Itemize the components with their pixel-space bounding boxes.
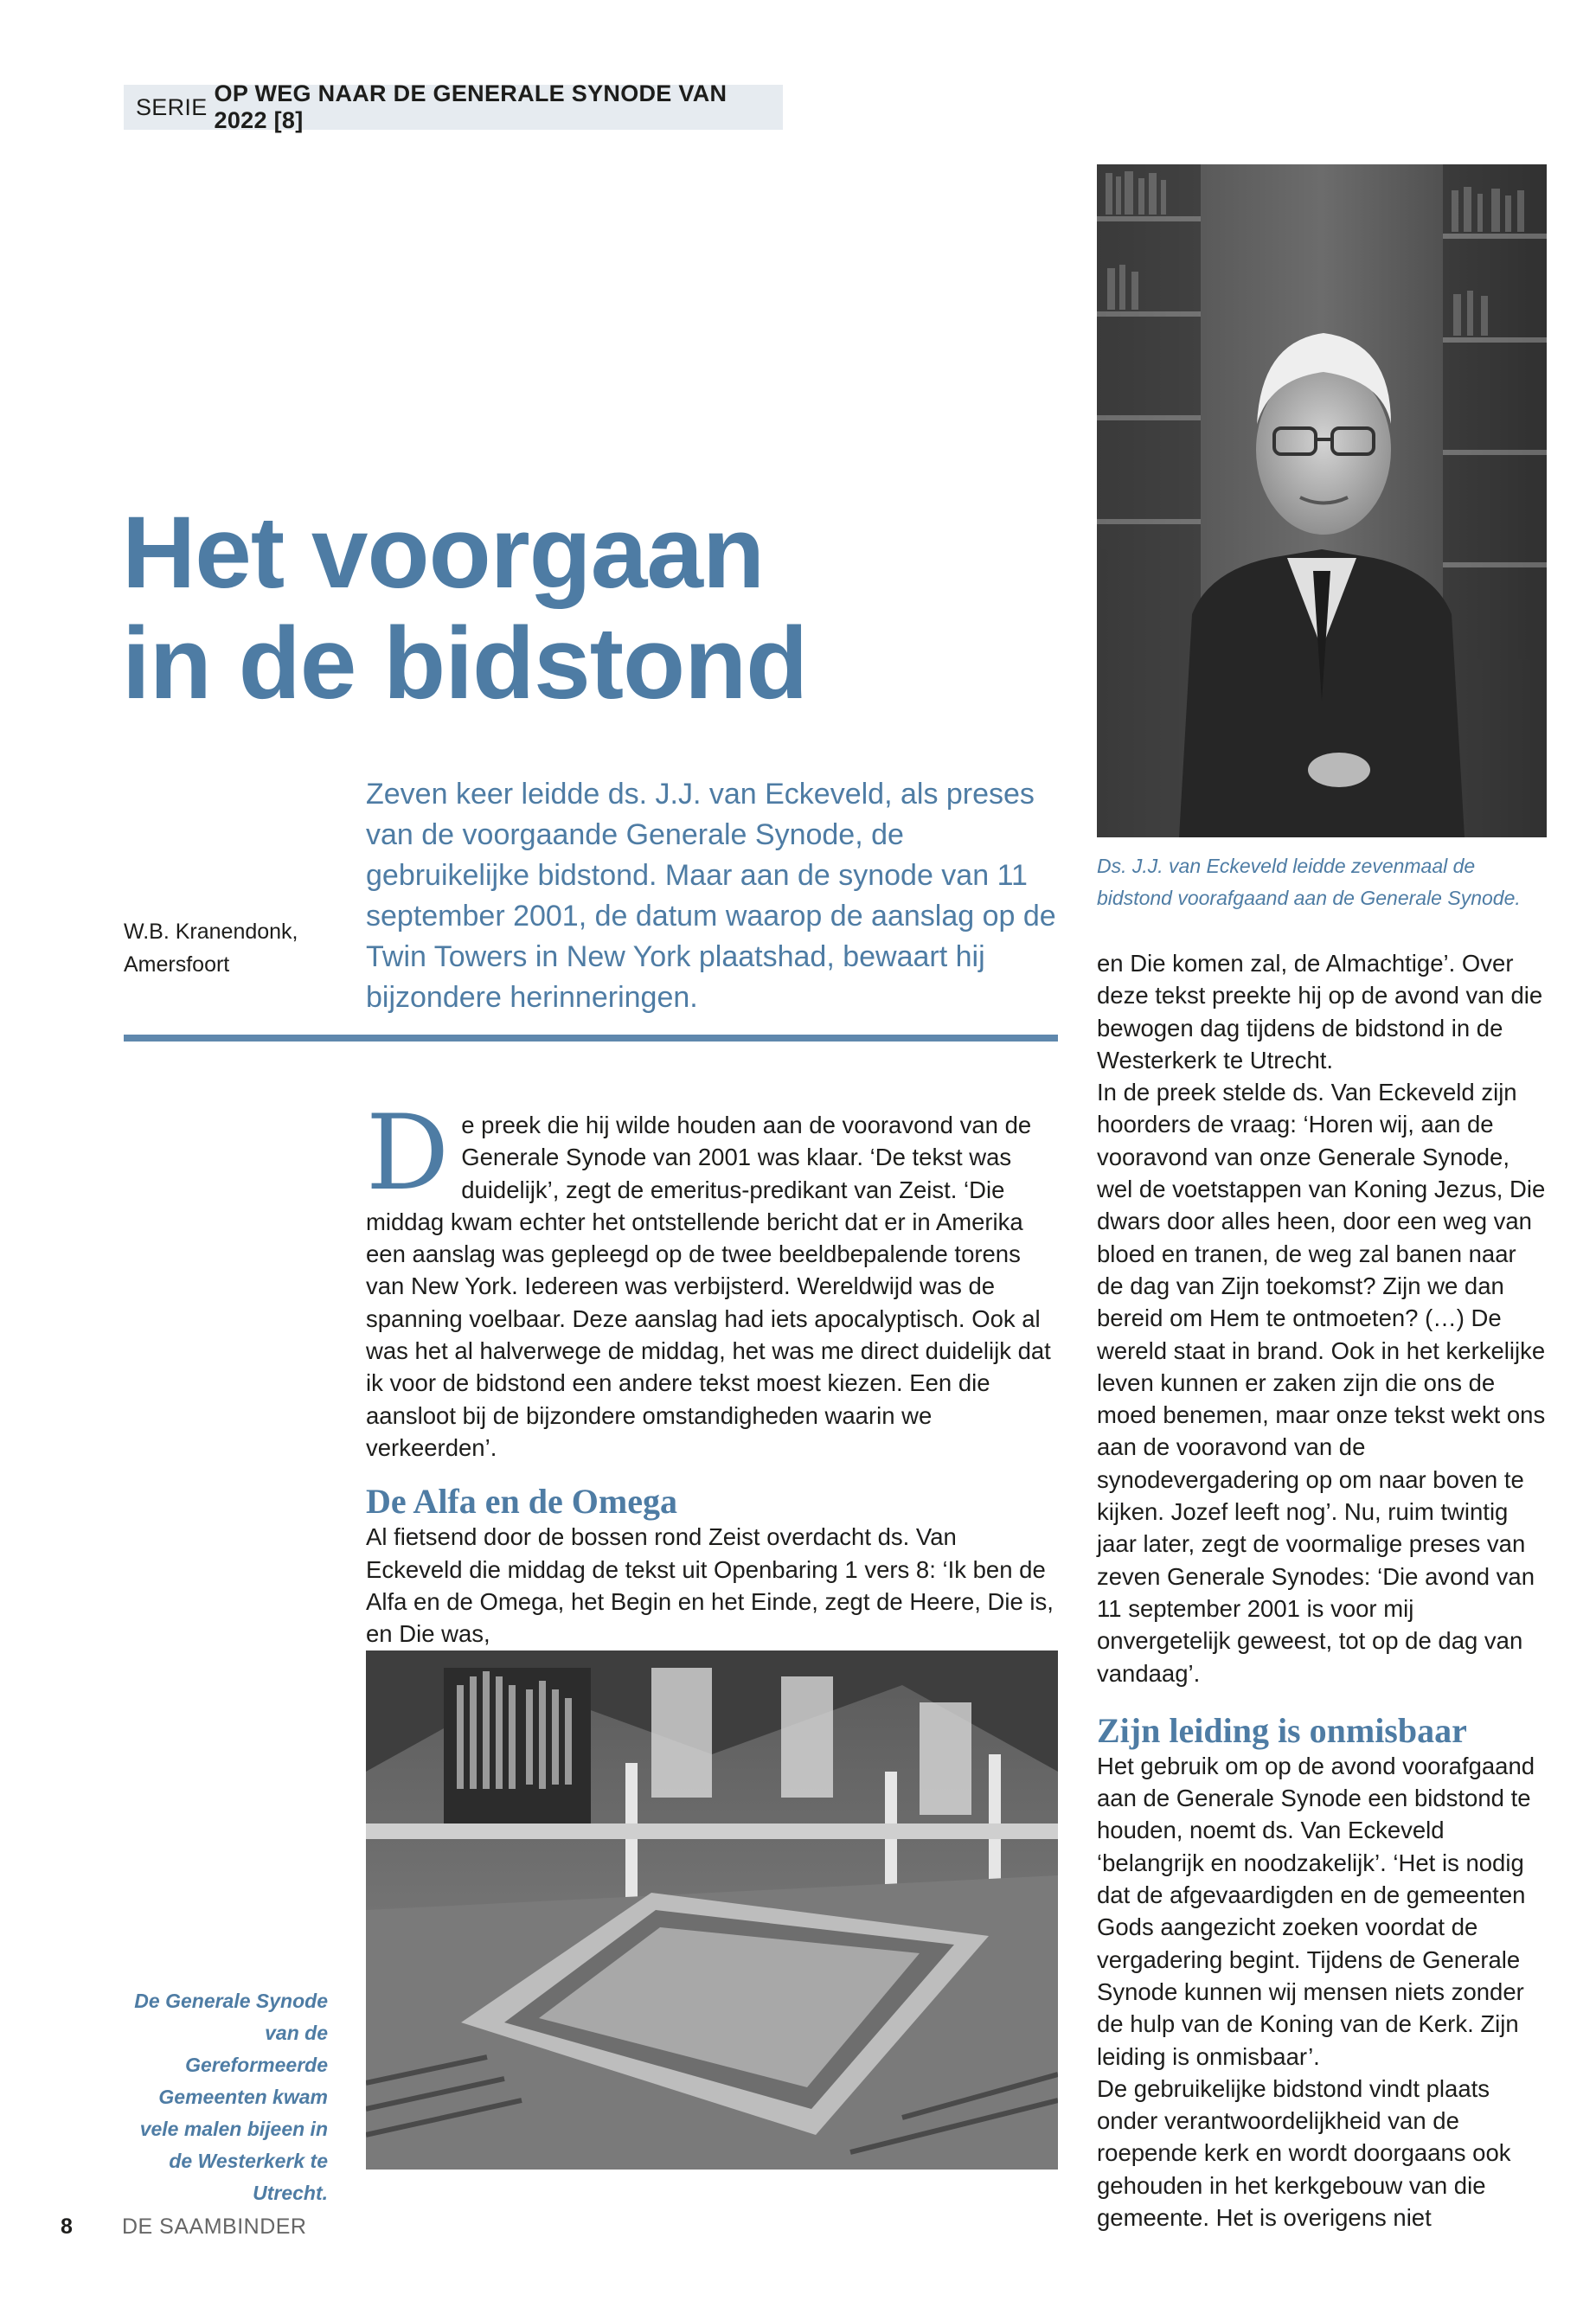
author-place: Amersfoort (124, 952, 230, 977)
article-paragraph: De gebruikelijke bidstond vindt plaats onder verantwoordelijkheid van de roepende kerk en wordt doorgaans ook gehouden in het kerkgebouw van die gemeente. Het is overigens niet (1097, 2074, 1511, 2231)
series-prefix: SERIE (136, 93, 208, 120)
article-paragraph (366, 1093, 1058, 1464)
series-title: OP WEG NAAR DE GENERALE SYNODE VAN 2022 [8] (214, 80, 727, 133)
article-headline (122, 497, 987, 719)
portrait-caption: Ds. J.J. van Eckeveld leidde zevenmaal de bidstond voorafgaand aan de Generale Synode. (1097, 855, 1521, 909)
article-paragraph: Al fietsend door de bossen rond Zeist overdacht ds. Van Eckeveld die middag de tekst uit Openbaring 1 vers 8: ‘Ik ben de Alfa en de Omega, het Begin en het Einde, zegt de Heere, Die is, en Die was, (366, 1523, 1054, 1648)
article-column-right (1097, 947, 1547, 2234)
publication-name: DE SAAMBINDER (122, 2214, 307, 2239)
page-number: 8 (61, 2214, 73, 2239)
subheading-leiding: Zijn leiding is onmisbaar (1097, 1710, 1467, 1750)
series-banner (124, 80, 783, 133)
portrait-photo (1097, 164, 1547, 837)
subheading-alfa-omega: De Alfa en de Omega (366, 1482, 677, 1522)
headline-line-2: in de bidstond (122, 606, 808, 721)
headline-line-1: Het voorgaan (122, 496, 765, 610)
article-paragraph: Het gebruik om op de avond voorafgaand aan de Generale Synode een bidstond te houden, noemt ds. Van Eckeveld ‘belangrijk en noodzakelijk’. ‘Het is nodig dat de afgevaardigden en de gemeenten Gods aangezicht zoeken voordat de vergadering begint. Tijdens de Generale Synode kunnen wij mensen niets zonder de hulp van de Koning van de Kerk. Zijn leiding is onmisbaar’. (1097, 1752, 1535, 2070)
article-paragraph: In de preek stelde ds. Van Eckeveld zijn hoorders de vraag: ‘Horen wij, aan de vooravond van onze Generale Synode, wel de voetstappen van Koning Jezus, Die dwars door alles heen, door een weg van bloed en tranen, de weg zal banen naar de dag van Zijn toekomst? Zijn we dan bereid om Hem te ontmoeten? (…) De wereld staat in brand. Ook in het kerkelijke leven kunnen er zaken zijn die ons de moed benemen, maar onze tekst wekt ons aan de vooravond van de synodevergadering op om naar boven te kijken. Jozef leeft nog’. Nu, ruim twintig jaar later, zegt de voormalige preses van zeven Generale Synodes: ‘Die avond van 11 september 2001 is voor mij onvergetelijk geweest, tot op de dag van vandaag’. (1097, 1079, 1546, 1687)
author-byline (124, 915, 314, 981)
article-intro: Zeven keer leidde ds. J.J. van Eckeveld, als preses van de voorgaande Generale Synode, de gebruikelijke bidstond. Maar aan de synode van 11 september 2001, de datum waarop de aanslag op de Twin Towers in New York plaatshad, bewaart hij bijzondere herinneringen. (366, 778, 1056, 1014)
portrait-image (1097, 164, 1547, 837)
church-caption: De Generale Synode van de Gereformeerde Gemeenten kwam vele malen bijeen in de Westerkerk te Utrecht. (134, 1990, 328, 2204)
paragraph-text: e preek die hij wilde houden aan de vooravond van de Generale Synode van 2001 was klaar. ‘De tekst was duidelijk’, zegt de emeritus-predikant van Zeist. ‘Die middag kwam echter het ontstellende bericht dat er in Amerika een aanslag was gepleegd op de twee beeldbepalende torens van New York. Iedereen was verbijsterd. Wereldwijd was de spanning voelbaar. Deze aanslag had iets apocalyptisch. Ook al was het al halverwege de middag, het was me direct duidelijk dat ik voor de bidstond een andere tekst moest kiezen. Een die aansloot bij de bijzondere omstandigheden waarin we verkeerden’. (366, 1112, 1051, 1461)
article-paragraph: en Die komen zal, de Almachtige’. Over deze tekst preekte hij op de avond van die bewogen dag tijdens de bidstond in de Westerkerk te Utrecht. (1097, 950, 1543, 1074)
drop-cap: D (366, 1093, 450, 1214)
article-column-middle (366, 1093, 1058, 1650)
author-name: W.B. Kranendonk, (124, 920, 298, 944)
section-divider (124, 1035, 1058, 1042)
church-image (366, 1650, 1058, 2170)
church-photo (366, 1650, 1058, 2170)
